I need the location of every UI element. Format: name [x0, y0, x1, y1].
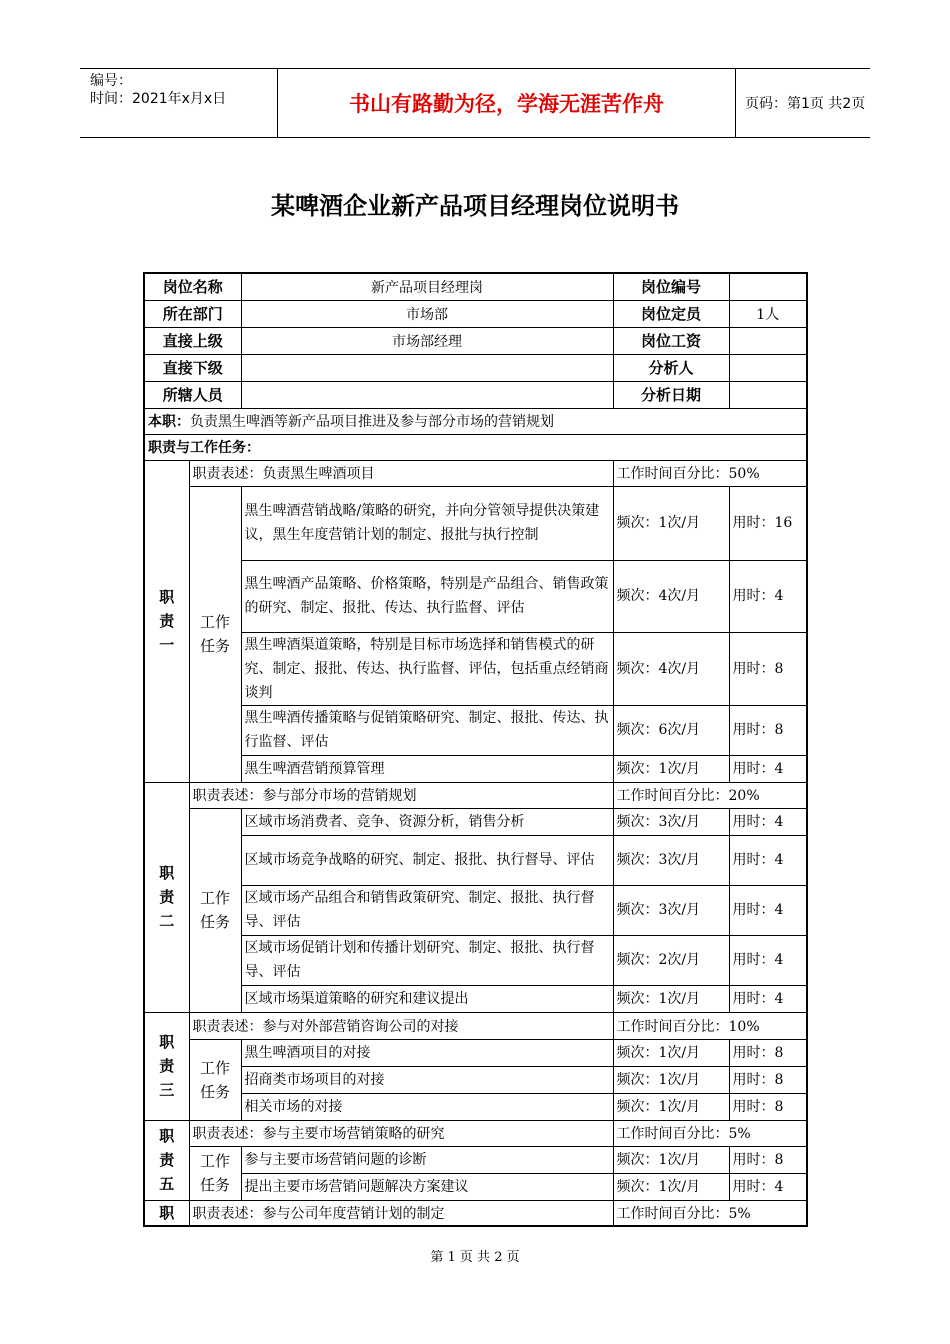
- task-hours: 用时：8: [729, 1146, 807, 1173]
- task-frequency: 频次：3次/月: [613, 885, 729, 935]
- task-row: [144, 835, 807, 885]
- duty-desc-row: [144, 782, 807, 808]
- duties-heading-row: [144, 434, 807, 460]
- job-description-table: [143, 272, 808, 1227]
- task-row: [144, 1093, 807, 1120]
- info-value: 新产品项目经理岗: [241, 273, 613, 300]
- task-hours: 用时：4: [729, 755, 807, 782]
- duty-desc-row: [144, 460, 807, 486]
- task-frequency: 频次：3次/月: [613, 808, 729, 835]
- info-row: [144, 354, 807, 381]
- info-label: 岗位定员: [613, 300, 729, 327]
- duty-desc-row: [144, 1012, 807, 1039]
- task-frequency: 频次：1次/月: [613, 1146, 729, 1173]
- task-row: [144, 1066, 807, 1093]
- summary-text: 负责黑生啤酒等新产品项目推进及参与部分市场的营销规划: [190, 414, 554, 430]
- task-row: [144, 885, 807, 935]
- info-label: 岗位工资: [613, 327, 729, 354]
- work-task-label: 工作 任务: [189, 486, 241, 782]
- task-text: 区域市场消费者、竞争、资源分析，销售分析: [241, 808, 613, 835]
- page-footer: 第 1 页 共 2 页: [430, 1250, 520, 1265]
- task-row: [144, 705, 807, 755]
- task-row: [144, 560, 807, 632]
- page-header: [80, 68, 870, 138]
- task-text: 相关市场的对接: [241, 1093, 613, 1120]
- duty-label: 职 责 三: [144, 1012, 189, 1120]
- task-hours: 用时：4: [729, 985, 807, 1012]
- task-hours: 用时：4: [729, 935, 807, 985]
- document-title: 某啤酒企业新产品项目经理岗位说明书: [271, 191, 679, 220]
- task-text: 区域市场促销计划和传播计划研究、制定、报批、执行督导、评估: [241, 935, 613, 985]
- duty-desc: 职责表述：参与公司年度营销计划的制定: [189, 1200, 613, 1226]
- task-text: 黑生啤酒渠道策略，特别是目标市场选择和销售模式的研究、制定、报批、传达、执行监督、评估，包括重点经销商谈判: [241, 632, 613, 705]
- duty-label: 职 责 二: [144, 782, 189, 1012]
- task-text: 区域市场产品组合和销售政策研究、制定、报批、执行督导、评估: [241, 885, 613, 935]
- task-frequency: 频次：1次/月: [613, 1173, 729, 1200]
- header-meta: [80, 69, 278, 137]
- task-hours: 用时：8: [729, 1093, 807, 1120]
- task-frequency: 频次：1次/月: [613, 985, 729, 1012]
- duty-time-pct: 工作时间百分比：50%: [613, 460, 807, 486]
- task-row: [144, 985, 807, 1012]
- info-row: [144, 300, 807, 327]
- task-row: [144, 632, 807, 705]
- duty-time-pct: 工作时间百分比：5%: [613, 1120, 807, 1146]
- task-hours: 用时：4: [729, 560, 807, 632]
- work-task-label: 工作 任务: [189, 1146, 241, 1200]
- work-task-label: 工作 任务: [189, 808, 241, 1012]
- task-row: [144, 1146, 807, 1173]
- task-frequency: 频次：1次/月: [613, 486, 729, 560]
- task-row: [144, 1173, 807, 1200]
- task-hours: 用时：16: [729, 486, 807, 560]
- duty-label: 职: [144, 1200, 189, 1226]
- info-label: 分析日期: [613, 381, 729, 408]
- duty-desc-row: [144, 1200, 807, 1226]
- task-text: 黑生啤酒项目的对接: [241, 1039, 613, 1066]
- info-value: [241, 354, 613, 381]
- task-frequency: 频次：1次/月: [613, 1093, 729, 1120]
- info-value: 1人: [729, 300, 807, 327]
- task-text: 参与主要市场营销问题的诊断: [241, 1146, 613, 1173]
- task-hours: 用时：4: [729, 885, 807, 935]
- task-frequency: 频次：1次/月: [613, 1066, 729, 1093]
- summary-label: 本职：: [148, 414, 190, 430]
- duty-label: 职 责 一: [144, 460, 189, 782]
- header-motto: 书山有路勤为径，学海无涯苦作舟: [278, 69, 736, 137]
- task-row: [144, 935, 807, 985]
- duty-desc: 职责表述：负责黑生啤酒项目: [189, 460, 613, 486]
- info-label: 直接上级: [144, 327, 241, 354]
- task-frequency: 频次：4次/月: [613, 560, 729, 632]
- task-hours: 用时：8: [729, 1039, 807, 1066]
- info-row: [144, 273, 807, 300]
- duty-desc: 职责表述：参与主要市场营销策略的研究: [189, 1120, 613, 1146]
- task-text: 黑生啤酒传播策略与促销策略研究、制定、报批、传达、执行监督、评估: [241, 705, 613, 755]
- summary-cell: [144, 408, 807, 434]
- task-text: 招商类市场项目的对接: [241, 1066, 613, 1093]
- info-value: [729, 273, 807, 300]
- task-frequency: 频次：6次/月: [613, 705, 729, 755]
- task-text: 区域市场渠道策略的研究和建议提出: [241, 985, 613, 1012]
- info-row: [144, 381, 807, 408]
- task-frequency: 频次：4次/月: [613, 632, 729, 705]
- task-row: [144, 808, 807, 835]
- duty-time-pct: 工作时间百分比：20%: [613, 782, 807, 808]
- info-label: 岗位编号: [613, 273, 729, 300]
- info-value: [729, 381, 807, 408]
- info-label: 分析人: [613, 354, 729, 381]
- task-frequency: 频次：3次/月: [613, 835, 729, 885]
- info-value: [729, 327, 807, 354]
- task-hours: 用时：4: [729, 1173, 807, 1200]
- task-text: 黑生啤酒营销战略/策略的研究，并向分管领导提供决策建议，黑生年度营销计划的制定、报批与执行控制: [241, 486, 613, 560]
- info-label: 所辖人员: [144, 381, 241, 408]
- task-row: [144, 755, 807, 782]
- duties-heading: 职责与工作任务：: [144, 434, 807, 460]
- task-frequency: 频次：1次/月: [613, 1039, 729, 1066]
- duty-desc-row: [144, 1120, 807, 1146]
- info-value: 市场部经理: [241, 327, 613, 354]
- code-label: 编号：: [90, 73, 132, 89]
- duty-time-pct: 工作时间百分比：5%: [613, 1200, 807, 1226]
- summary-row: [144, 408, 807, 434]
- info-label: 岗位名称: [144, 273, 241, 300]
- info-value: 市场部: [241, 300, 613, 327]
- info-value: [729, 354, 807, 381]
- info-row: [144, 327, 807, 354]
- task-row: [144, 486, 807, 560]
- work-task-label: 工作 任务: [189, 1039, 241, 1120]
- task-text: 黑生啤酒营销预算管理: [241, 755, 613, 782]
- task-hours: 用时：4: [729, 808, 807, 835]
- info-value: [241, 381, 613, 408]
- duty-desc: 职责表述：参与对外部营销咨询公司的对接: [189, 1012, 613, 1039]
- task-row: [144, 1039, 807, 1066]
- duty-time-pct: 工作时间百分比：10%: [613, 1012, 807, 1039]
- task-frequency: 频次：1次/月: [613, 755, 729, 782]
- info-label: 所在部门: [144, 300, 241, 327]
- task-text: 黑生啤酒产品策略、价格策略，特别是产品组合、销售政策的研究、制定、报批、传达、执行监督、评估: [241, 560, 613, 632]
- duty-desc: 职责表述：参与部分市场的营销规划: [189, 782, 613, 808]
- task-text: 区域市场竞争战略的研究、制定、报批、执行督导、评估: [241, 835, 613, 885]
- time-label: 时间：2021年x月x日: [90, 91, 227, 107]
- header-page-info: 页码：第1页 共2页: [745, 96, 866, 112]
- info-label: 直接下级: [144, 354, 241, 381]
- task-text: 提出主要市场营销问题解决方案建议: [241, 1173, 613, 1200]
- task-hours: 用时：8: [729, 632, 807, 705]
- duty-label: 职 责 五: [144, 1120, 189, 1200]
- task-hours: 用时：4: [729, 835, 807, 885]
- task-frequency: 频次：2次/月: [613, 935, 729, 985]
- task-hours: 用时：8: [729, 705, 807, 755]
- task-hours: 用时：8: [729, 1066, 807, 1093]
